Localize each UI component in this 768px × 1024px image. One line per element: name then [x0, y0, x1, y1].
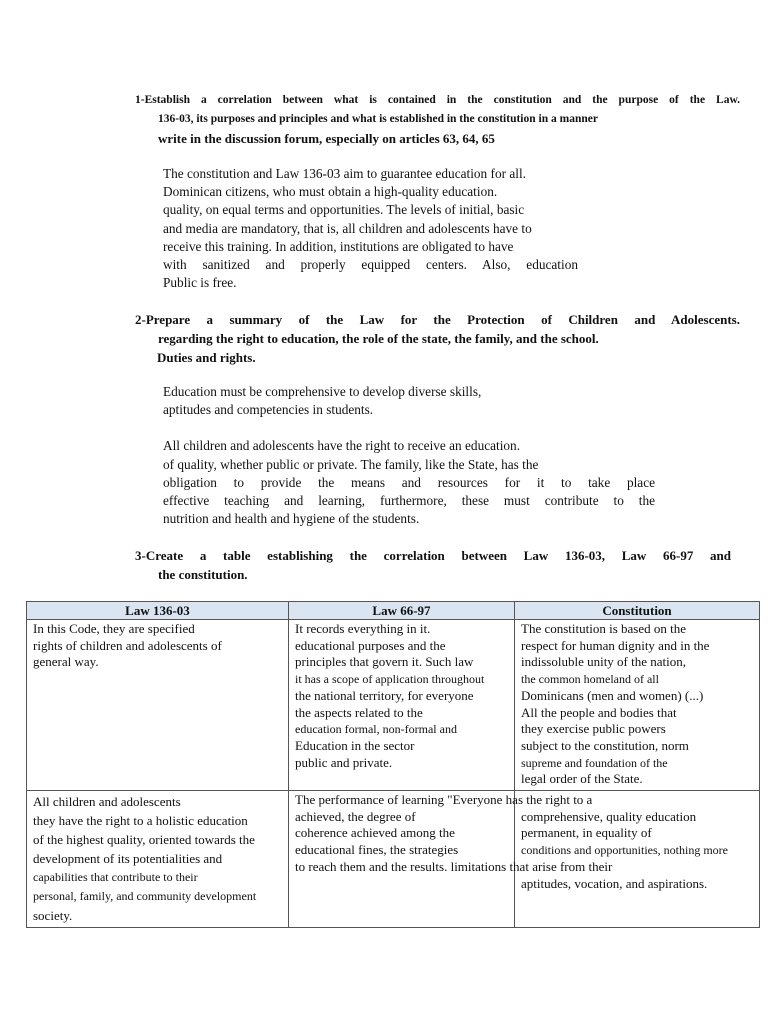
answer-2-line: effective teaching and learning, furthermore, these must contribute to the: [163, 493, 655, 509]
cell-line: All the people and bodies that: [521, 704, 677, 720]
answer-1-line: The constitution and Law 136-03 aim to guarantee education for all.: [163, 166, 526, 181]
cell-line: Dominicans (men and women) (...): [521, 687, 704, 703]
answer-1-line: Dominican citizens, who must obtain a high-quality education.: [163, 184, 498, 200]
cell-line: the national territory, for everyone: [295, 687, 474, 703]
answer-2-line: obligation to provide the means and resources for it to take place: [163, 474, 655, 490]
cell-line: conditions and opportunities, nothing more: [521, 843, 728, 858]
answer-1: [163, 165, 578, 292]
question-3-line-1: 3-Create a table establishing the correlation between Law 136-03, Law 66-97 and: [135, 548, 731, 563]
cell-line: general way.: [33, 654, 99, 670]
table-row: [27, 791, 760, 928]
cell-line: of the highest quality, oriented towards the: [33, 832, 255, 848]
cell-line: it has a scope of application throughout: [295, 672, 485, 687]
cell-line: rights of children and adolescents of: [33, 637, 222, 653]
question-1-line-1: 1-Establish a correlation between what is contained in the constitution and the purpose of the Law.: [135, 94, 740, 106]
answer-2-line: All children and adolescents have the right to receive an education.: [163, 438, 521, 454]
answer-1-line: quality, on equal terms and opportunities. The levels of initial, basic: [163, 202, 525, 218]
cell-line: indissoluble unity of the nation,: [521, 654, 687, 670]
correlation-table: [26, 601, 760, 928]
column-header-law-66-97: Law 66-97: [289, 602, 515, 620]
cell-line: In this Code, they are specified: [33, 621, 195, 636]
answer-1-line: Public is free.: [163, 275, 237, 291]
cell-line: comprehensive, quality education: [521, 808, 697, 824]
cell-line: principles that govern it. Such law: [295, 654, 474, 670]
question-2-line-2: regarding the right to education, the role of the state, the family, and the school.: [158, 331, 599, 346]
cell-line: development of its potentialities and: [33, 851, 223, 867]
answer-2-line: aptitudes and competencies in students.: [163, 402, 374, 418]
question-3-line-2: the constitution.: [158, 567, 248, 582]
cell-line: personal, family, and community development: [33, 889, 257, 904]
question-2-line-3: Duties and rights.: [157, 350, 256, 365]
question-3: [135, 546, 731, 584]
cell-line: It records everything in it.: [295, 621, 431, 636]
answer-2-line: Education must be comprehensive to develop diverse skills,: [163, 384, 482, 399]
question-2: [135, 310, 740, 367]
cell-line: Education in the sector: [295, 737, 415, 753]
cell-line: society.: [33, 908, 73, 924]
cell-line: they have the right to a holistic education: [33, 813, 248, 829]
answer-2-line: nutrition and health and hygiene of the students.: [163, 511, 420, 527]
cell-line: supreme and foundation of the: [521, 755, 668, 770]
question-1-line-3: write in the discussion forum, especially on articles 63, 64, 65: [158, 131, 495, 146]
column-header-law-136-03: Law 136-03: [27, 602, 289, 620]
answer-2-line: of quality, whether public or private. The family, like the State, has the: [163, 456, 539, 472]
question-2-line-1: 2-Prepare a summary of the Law for the Protection of Children and Adolescents.: [135, 312, 740, 327]
table-cell: [27, 620, 289, 791]
cell-line: educational fines, the strategies: [295, 842, 459, 858]
cell-line: coherence achieved among the: [295, 825, 455, 841]
cell-line: educational purposes and the: [295, 637, 446, 653]
cell-line: achieved, the degree of: [295, 808, 416, 824]
cell-line: capabilities that contribute to their: [33, 870, 198, 885]
column-header-constitution: Constitution: [515, 602, 760, 620]
cell-line: they exercise public powers: [521, 721, 666, 737]
cell-line: The constitution is based on the: [521, 621, 687, 636]
answer-1-line: receive this training. In addition, institutions are obligated to have: [163, 238, 514, 254]
cell-line: the aspects related to the: [295, 704, 423, 720]
question-1-line-2: 136-03, its purposes and principles and what is established in the constitution in a manner: [158, 113, 598, 125]
cell-line: education formal, non-formal and: [295, 722, 457, 737]
cell-line: public and private.: [295, 754, 393, 770]
table-cell: [27, 791, 289, 928]
cell-line: subject to the constitution, norm: [521, 737, 689, 753]
cell-line: All children and adolescents: [33, 794, 181, 810]
cell-line: The performance of learning "Everyone has the right to a: [295, 792, 593, 808]
cell-line: the common homeland of all: [521, 672, 659, 687]
table-cell: [289, 620, 515, 791]
cell-line: respect for human dignity and in the: [521, 637, 710, 653]
answer-1-line: with sanitized and properly equipped centers. Also, education: [163, 257, 578, 273]
table-header-row: [27, 602, 760, 620]
question-1: [135, 91, 740, 148]
table-row: [27, 620, 760, 791]
cell-line: permanent, in equality of: [521, 825, 652, 841]
cell-line: aptitudes, vocation, and aspirations.: [521, 875, 708, 891]
answer-2: [163, 383, 655, 528]
cell-line: to reach them and the results. limitations that arise from their: [295, 858, 613, 874]
table-cell: [515, 620, 760, 791]
answer-1-line: and media are mandatory, that is, all children and adolescents have to: [163, 220, 532, 236]
cell-line: legal order of the State.: [521, 771, 643, 787]
